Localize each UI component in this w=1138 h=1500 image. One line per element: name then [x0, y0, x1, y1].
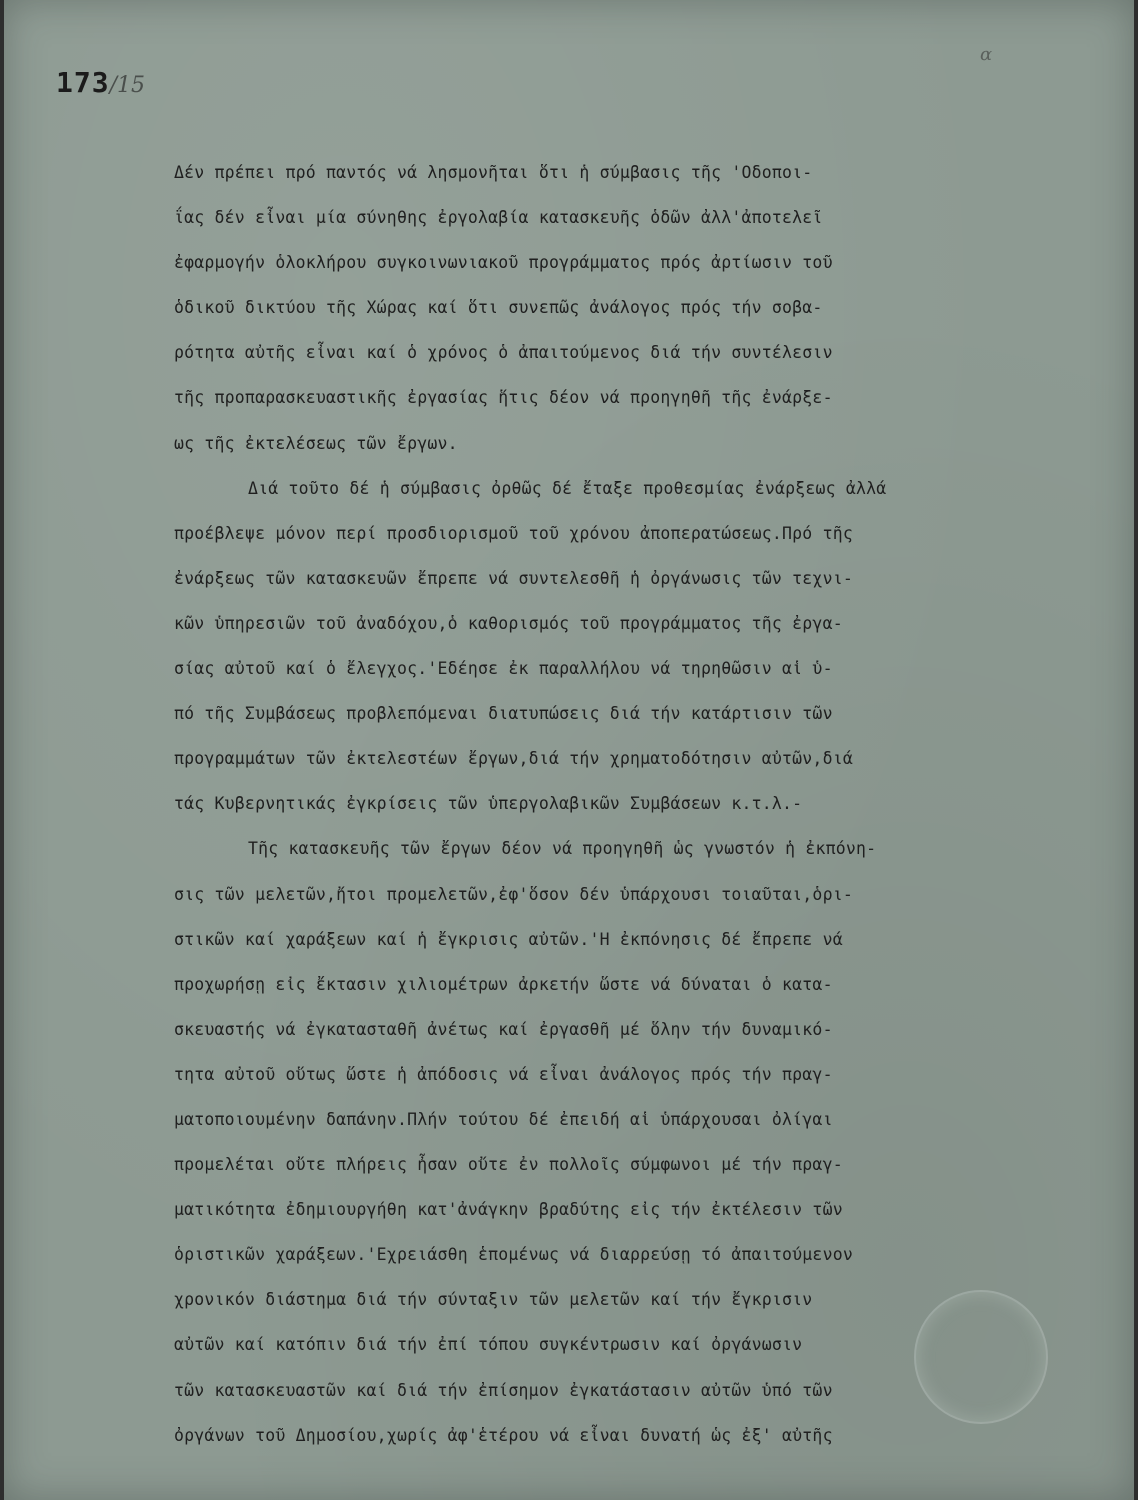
text-line: Δέν πρέπει πρό παντός νά λησμονῆται ὅτι ἡ σύμβασις τῆς 'Οδοποι-	[174, 163, 813, 182]
text-line: προέβλεψε μόνον περί προσδιορισμοῦ τοῦ χρόνου ἀποπερατώσεως.Πρό τῆς	[174, 523, 853, 543]
corner-mark: α	[980, 44, 993, 65]
text-line: τάς Κυβερνητικάς ἐγκρίσεις τῶν ὑπεργολαβικῶν Συμβάσεων κ.τ.λ.-	[174, 794, 803, 814]
text-line: στικῶν καί χαράξεων καί ἡ ἔγκρισις αὐτῶν.'Η ἐκπόνησις δέ ἔπρεπε νά	[174, 929, 843, 949]
text-line: Τῆς κατασκευῆς τῶν ἔργων δέον νά προηγηθῆ ὡς γνωστόν ἡ ἐκπόνη-	[248, 839, 877, 859]
text-line: Διά τοῦτο δέ ἡ σύμβασις ὀρθῶς δέ ἔταξε προθεσμίας ἐνάρξεως ἀλλά	[248, 478, 887, 498]
text-line: ρότητα αὐτῆς εἶναι καί ὁ χρόνος ὁ ἀπαιτούμενος διά τήν συντέλεσιν	[174, 343, 833, 363]
text-line: ἐνάρξεως τῶν κατασκευῶν ἔπρεπε νά συντελεσθῆ ἡ ὀργάνωσις τῶν τεχνι-	[174, 568, 853, 588]
faded-stamp	[914, 1290, 1048, 1424]
text-line: ματικότητα ἐδημιουργήθη κατ'ἀνάγκην βραδύτης εἰς τήν ἐκτέλεσιν τῶν	[174, 1200, 843, 1220]
page-number-text: 173	[56, 66, 110, 99]
text-line: χρονικόν διάστημα διά τήν σύνταξιν τῶν μελετῶν καί τήν ἔγκρισιν	[174, 1290, 813, 1310]
page-number-annotation: /15	[109, 73, 145, 98]
text-line: τῶν κατασκευαστῶν καί διά τήν ἐπίσημον ἐγκατάστασιν αὐτῶν ὑπό τῶν	[174, 1380, 833, 1400]
text-line: κῶν ὑπηρεσιῶν τοῦ ἀναδόχου,ὁ καθορισμός τοῦ προγράμματος τῆς ἐργα-	[174, 613, 843, 633]
text-line: προχωρήσῃ εἰς ἔκτασιν χιλιομέτρων ἀρκετήν ὥστε νά δύναται ὁ κατα-	[174, 974, 833, 994]
text-line: ὁδικοῦ δικτύου τῆς Χώρας καί ὅτι συνεπῶς ἀνάλογος πρός τήν σοβα-	[174, 298, 823, 318]
text-line: ὁριστικῶν χαράξεων.'Εχρειάσθη ἑπομένως νά διαρρεύσῃ τό ἀπαιτούμενον	[174, 1245, 853, 1265]
text-line: τητα αὐτοῦ οὕτως ὥστε ἡ ἀπόδοσις νά εἶναι ἀνάλογος πρός τήν πραγ-	[174, 1064, 833, 1084]
page-number	[56, 66, 145, 99]
text-line: αὐτῶν καί κατόπιν διά τήν ἐπί τόπου συγκέντρωσιν καί ὀργάνωσιν	[174, 1335, 803, 1355]
text-line: σίας αὐτοῦ καί ὁ ἔλεγχος.'Εδέησε ἐκ παραλλήλου νά τηρηθῶσιν αἱ ὑ-	[174, 659, 833, 679]
text-line: σκευαστής νά ἐγκατασταθῆ ἀνέτως καί ἐργασθῆ μέ ὅλην τήν δυναμικό-	[174, 1019, 833, 1039]
text-line: ΐας δέν εἶναι μία σύνηθης ἐργολαβία κατασκευῆς ὁδῶν ἀλλ'ἀποτελεῖ	[174, 208, 823, 228]
text-line: τῆς προπαρασκευαστικῆς ἐργασίας ἥτις δέον νά προηγηθῆ τῆς ἐνάρξε-	[174, 388, 833, 408]
document-body	[174, 150, 1109, 1458]
text-line: προμελέται οὔτε πλήρεις ἦσαν οὔτε ἐν πολλοῖς σύμφωνοι μέ τήν πραγ-	[174, 1155, 843, 1175]
text-line: πό τῆς Συμβάσεως προβλεπόμεναι διατυπώσεις διά τήν κατάρτισιν τῶν	[174, 704, 833, 724]
text-line: ματοποιουμένην δαπάνην.Πλήν τούτου δέ ἐπειδή αἱ ὑπάρχουσαι ὀλίγαι	[174, 1109, 833, 1129]
text-line: ὀργάνων τοῦ Δημοσίου,χωρίς ἀφ'ἑτέρου νά εἶναι δυνατή ὡς ἐξ' αὐτῆς	[174, 1425, 833, 1445]
text-line: προγραμμάτων τῶν ἐκτελεστέων ἔργων,διά τήν χρηματοδότησιν αὐτῶν,διά	[174, 749, 853, 769]
text-line: ἐφαρμογήν ὁλοκλήρου συγκοινωνιακοῦ προγράμματος πρός ἀρτίωσιν τοῦ	[174, 253, 833, 273]
text-line: σις τῶν μελετῶν,ἤτοι προμελετῶν,ἐφ'ὅσον δέν ὑπάρχουσι τοιαῦται,ὁρι-	[174, 884, 853, 904]
document-page	[4, 0, 1134, 1500]
text-line: ως τῆς ἐκτελέσεως τῶν ἔργων.	[174, 433, 458, 453]
